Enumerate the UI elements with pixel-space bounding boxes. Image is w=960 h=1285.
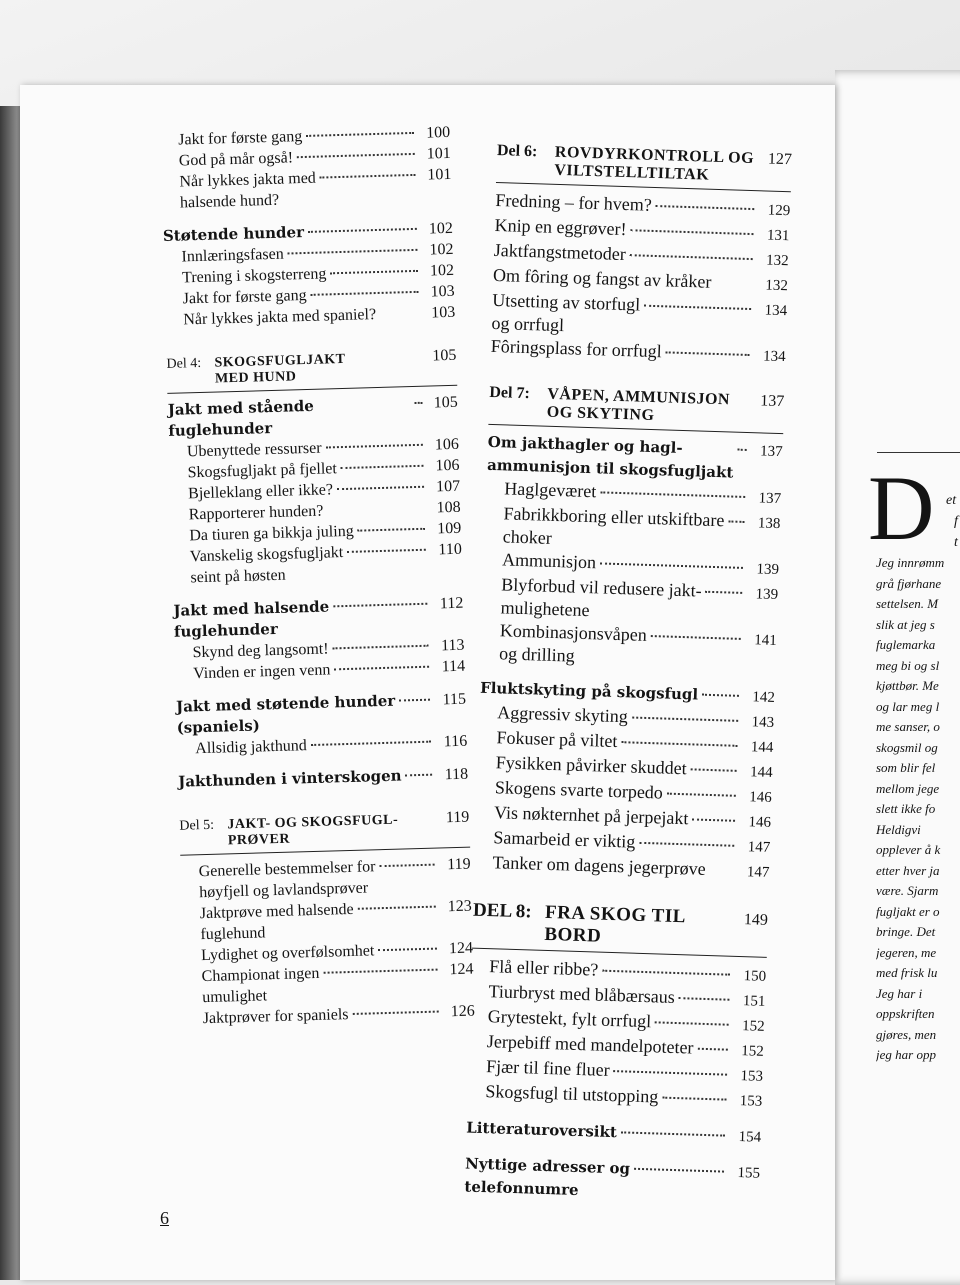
dot-leader: [632, 716, 739, 721]
entry-title: Fluktskyting på skogsfugl: [479, 678, 699, 704]
page-reference: 127: [767, 150, 793, 169]
page-reference: 102: [428, 219, 454, 238]
part-label: Del 4:: [166, 355, 202, 372]
page-reference: 144: [749, 764, 773, 781]
entry-title: Innlæringsfasen: [181, 245, 284, 266]
body-line: oppskriften: [876, 1006, 935, 1021]
part-title: SKOGSFUGLJAKT MED HUND: [214, 351, 346, 387]
page-reference: 139: [755, 586, 779, 604]
part-title: JAKT- OG SKOGSFUGL- PRØVER: [227, 812, 399, 849]
entry-title: Da tiuren ga bikkja juling: [189, 522, 354, 545]
page-reference: 137: [759, 392, 785, 411]
page-reference: 119: [446, 855, 471, 874]
entry-title: Jakt med støtende hunder (spaniels): [175, 691, 396, 737]
entry-title: Flå eller ribbe?: [489, 956, 599, 980]
part-label: DEL 8:: [472, 899, 533, 923]
page-reference: 126: [450, 1002, 475, 1021]
entry-title: Skynd deg langsomt!: [192, 640, 329, 662]
page-reference: 132: [765, 277, 789, 295]
page-reference: 153: [740, 1068, 764, 1085]
entry-title: Trening i skogsterreng: [181, 265, 327, 287]
entry-title: Jaktprøver for spaniels: [202, 1006, 349, 1028]
entry-title: Ubenyttede ressurser: [186, 439, 322, 461]
body-line: slett ikke fo: [876, 801, 936, 816]
page-reference: 155: [737, 1165, 761, 1182]
entry-title: Allsidig jakthund: [195, 737, 308, 758]
dot-leader: [379, 864, 434, 868]
page-reference: 100: [425, 123, 451, 142]
dot-leader: [333, 603, 427, 608]
dot-leader: [380, 314, 419, 315]
entry-title: Ammunisjon: [501, 549, 597, 573]
part-title: FRA SKOG TIL BORD: [544, 901, 686, 947]
dot-leader: [323, 969, 437, 974]
dot-leader: [415, 402, 423, 404]
page-reference: 115: [442, 690, 467, 709]
drop-side-line: t: [954, 535, 958, 550]
contents-column-left: [160, 122, 475, 1030]
dot-leader: [326, 444, 423, 449]
entry-title: Knip en eggrøver!: [494, 214, 627, 240]
entry-title: Blyforbud vil redusere jakt- mulighetene: [500, 574, 703, 621]
dot-leader: [358, 528, 426, 532]
page-reference: 105: [432, 346, 457, 365]
dot-leader: [702, 694, 739, 697]
entry-title: Aggressiv skyting: [497, 702, 629, 727]
entry-title: Om jakthagler og hagl- ammunisjon til skogsfugljakt: [486, 432, 734, 482]
entry-title: Samarbeid er viktig: [493, 827, 636, 852]
drop-cap-side-text: [946, 490, 958, 553]
page-reference: 102: [429, 240, 454, 259]
entry-title: Når lykkes jakta med spaniel?: [183, 306, 377, 329]
page-reference: 101: [426, 144, 452, 163]
dot-leader: [621, 741, 737, 747]
entry-title: Skogsfugljakt på fjellet: [187, 460, 338, 482]
dot-leader: [621, 1131, 725, 1136]
dot-leader: [738, 449, 747, 451]
page-reference: 153: [739, 1093, 763, 1110]
page-reference: 110: [438, 540, 463, 559]
dot-leader: [666, 351, 750, 356]
part-title: ROVDYRKONTROLL OG VILTSTELLTILTAK: [554, 143, 755, 184]
page-reference: 154: [738, 1129, 762, 1146]
page-reference: 113: [440, 636, 465, 655]
page-reference: 152: [741, 1018, 765, 1035]
dot-leader: [306, 132, 414, 137]
body-line: skogsmil og: [876, 739, 938, 755]
entry-title: Championat ingen umulighet: [201, 964, 320, 1007]
dot-leader: [630, 229, 753, 235]
part-title: VÅPEN, AMMUNISJON OG SKYTING: [546, 385, 731, 425]
dot-leader: [308, 228, 417, 233]
entry-title: Generelle bestemmelser for høyfjell og lavlandsprøver: [198, 858, 376, 902]
body-line: Jeg innrømm: [876, 555, 945, 570]
body-line: me sanser, o: [876, 719, 940, 734]
body-line: Heldigvi: [876, 821, 921, 837]
entry-title: Fabrikkboring eller utskiftbare choker: [502, 503, 725, 548]
dot-leader: [288, 249, 418, 255]
page-reference: 150: [743, 968, 767, 985]
entry-title: Fredning – for hvem?: [495, 189, 653, 215]
page-reference: 139: [756, 561, 780, 579]
page-reference: 131: [766, 227, 790, 245]
body-line: som blir fel: [876, 760, 936, 775]
page-reference: 103: [430, 282, 455, 301]
dot-leader: [334, 666, 429, 671]
dot-leader: [330, 270, 418, 274]
drop-side-line: et: [946, 493, 957, 508]
entry-title: God på mår også!: [178, 149, 294, 170]
dot-leader: [706, 591, 743, 594]
dot-leader: [662, 1097, 726, 1101]
entry-title: Jakt for første gang: [182, 286, 307, 308]
page-reference: 146: [749, 789, 773, 806]
page-reference: 143: [751, 714, 775, 731]
entry-title: Skogens svarte torpedo: [494, 777, 664, 803]
dot-leader: [399, 699, 430, 702]
page-reference: 134: [764, 302, 788, 320]
page-reference: 101: [427, 165, 452, 184]
body-line: jegeren, me: [876, 944, 937, 960]
entry-title: Jakt med halsende fuglehunder: [173, 597, 330, 641]
page-reference: 146: [748, 814, 772, 831]
page-reference: 109: [437, 519, 462, 538]
page-reference: 108: [436, 498, 461, 517]
page-reference: 147: [746, 864, 770, 881]
body-line: jeg har opp: [876, 1047, 936, 1062]
dot-leader: [311, 741, 431, 746]
page-reference: 124: [449, 960, 474, 979]
entry-title: Jakt for første gang: [178, 128, 303, 149]
dot-leader: [297, 153, 415, 158]
dot-leader: [352, 1011, 438, 1015]
dot-leader: [600, 491, 745, 498]
entry-title: Rapporterer hunden?: [188, 502, 324, 524]
page-reference: 137: [759, 443, 783, 461]
body-line: fugljakt er o: [876, 903, 940, 919]
part-label: Del 7:: [489, 383, 531, 403]
body-line: være. Sjarm: [876, 883, 939, 898]
page-reference: 114: [441, 657, 466, 676]
page-reference: 132: [765, 252, 789, 270]
drop-cap: D: [868, 457, 935, 559]
dot-leader: [630, 254, 753, 260]
toc-entry: [481, 619, 777, 674]
body-line: bringe. Det: [876, 924, 936, 939]
chapter-rule: [877, 452, 960, 453]
body-line: og lar meg l: [876, 698, 940, 714]
body-line: med frisk lu: [876, 965, 938, 980]
entry-title: Nyttige adresser og telefonnumre: [464, 1154, 631, 1200]
dot-leader: [327, 509, 424, 512]
dot-leader: [347, 549, 426, 553]
entry-title: Fysikken påvirker skuddet: [495, 752, 687, 779]
dot-leader: [320, 174, 416, 179]
entry-title: Støtende hunder: [162, 223, 305, 245]
body-line: slik at jeg s: [876, 616, 935, 632]
entry-title: Grytestekt, fylt orrfugl: [487, 1006, 652, 1032]
dot-leader: [692, 818, 735, 821]
entry-title: Fjær til fine fluer: [485, 1056, 610, 1080]
dot-leader: [710, 871, 734, 872]
dot-leader: [602, 970, 730, 976]
body-line: meg bi og sl: [876, 657, 940, 673]
entry-title: Vis nøkternhet på jerpejakt: [493, 802, 689, 829]
entry-title: Jaktprøve med halsende fuglehund: [199, 900, 354, 944]
dot-leader: [655, 1021, 729, 1025]
drop-side-line: f: [954, 514, 958, 529]
part-label: Del 6:: [496, 141, 538, 161]
page-reference: 134: [762, 348, 786, 366]
dot-leader: [651, 635, 741, 640]
entry-title: Litteraturoversikt: [465, 1118, 618, 1142]
entry-title: Kombinasjonsvåpen og drilling: [498, 620, 648, 666]
dot-leader: [667, 793, 736, 797]
dot-leader: [600, 562, 743, 568]
page-reference: 112: [439, 594, 464, 613]
page-reference: 105: [433, 393, 458, 412]
body-line: etter hver ja: [876, 862, 940, 878]
body-line: gjøres, men: [876, 1026, 937, 1042]
page-reference: 116: [443, 732, 468, 751]
dot-leader: [656, 205, 755, 210]
page-reference: 124: [448, 939, 474, 958]
dot-leader: [406, 774, 433, 777]
body-line: fuglemarka: [876, 637, 936, 652]
dot-leader: [358, 906, 436, 910]
dot-leader: [614, 1070, 728, 1076]
entry-title: Fôringsplass for orrfugl: [490, 335, 663, 362]
page-reference: 118: [444, 765, 469, 784]
dot-leader: [378, 948, 437, 952]
page-reference: 152: [741, 1043, 765, 1060]
page-reference: 142: [752, 689, 776, 706]
facing-page-body-text: [876, 553, 960, 1066]
page-reference: 147: [747, 839, 771, 856]
dot-leader: [679, 997, 730, 1001]
body-line: grå fjørhane: [876, 575, 942, 591]
dot-leader: [697, 1048, 727, 1051]
page-reference: 119: [445, 808, 470, 827]
entry-title: Bjelleklang eller ikke?: [187, 481, 334, 503]
dot-leader: [728, 520, 744, 523]
toc-section-entry: [464, 1152, 760, 1207]
part-label: Del 5:: [179, 817, 215, 834]
dot-leader: [311, 291, 419, 296]
body-line: settelsen. M: [876, 596, 939, 611]
entry-title: Jakthunden i vinterskogen: [177, 766, 402, 791]
body-line: opplever å k: [876, 842, 941, 857]
page-reference: 137: [758, 490, 782, 508]
body-line: Jeg har i: [876, 985, 923, 1001]
entry-title: Jaktfangstmetoder: [493, 239, 627, 265]
entry-title: Tiurbryst med blåbærsaus: [488, 981, 676, 1007]
entry-title: Jakt med stående fuglehunder: [167, 396, 315, 440]
page-reference: 123: [447, 897, 473, 916]
dot-leader: [639, 842, 734, 847]
page-reference: 151: [742, 993, 766, 1010]
entry-title: Vinden er ingen venn: [192, 661, 331, 683]
page-reference: 102: [429, 261, 455, 280]
entry-title: Fokuser på viltet: [496, 727, 618, 752]
page-reference: 129: [767, 202, 791, 220]
body-line: kjøttbør. Me: [876, 678, 939, 693]
page-reference: 106: [434, 435, 460, 454]
page-reference: 138: [757, 515, 781, 533]
entry-title: Haglgeværet: [504, 478, 597, 502]
page-number: 6: [160, 1208, 169, 1228]
entry-title: Jerpebiff med mandelpoteter: [486, 1031, 694, 1058]
page-reference: 106: [435, 456, 460, 475]
contents-column-right: [464, 118, 793, 1208]
body-line: mellom jege: [876, 780, 940, 796]
page-reference: 107: [435, 477, 461, 496]
dot-leader: [337, 486, 424, 490]
page-reference: 103: [430, 303, 456, 322]
entry-title: Tanker om dagens jegerprøve: [492, 852, 706, 879]
page-reference: 141: [753, 632, 777, 650]
dot-leader: [691, 768, 737, 771]
entry-title: Om fôring og fangst av kråker: [492, 264, 712, 292]
page-reference: 144: [750, 739, 774, 756]
dot-leader: [341, 465, 424, 469]
dot-leader: [333, 645, 429, 650]
entry-title: Utsetting av storfugl og orrfugl: [491, 289, 641, 336]
dot-leader: [634, 1168, 724, 1173]
dot-leader: [715, 284, 752, 285]
entry-title: Når lykkes jakta med halsende hund?: [179, 169, 317, 212]
entry-title: Lydighet og overfølsomhet: [200, 942, 375, 965]
dot-leader: [644, 305, 751, 310]
page-reference: 149: [743, 911, 769, 929]
entry-title: Vanskelig skogsfugljakt seint på høsten: [189, 544, 344, 587]
entry-title: Skogsfugl til utstopping: [485, 1081, 659, 1107]
